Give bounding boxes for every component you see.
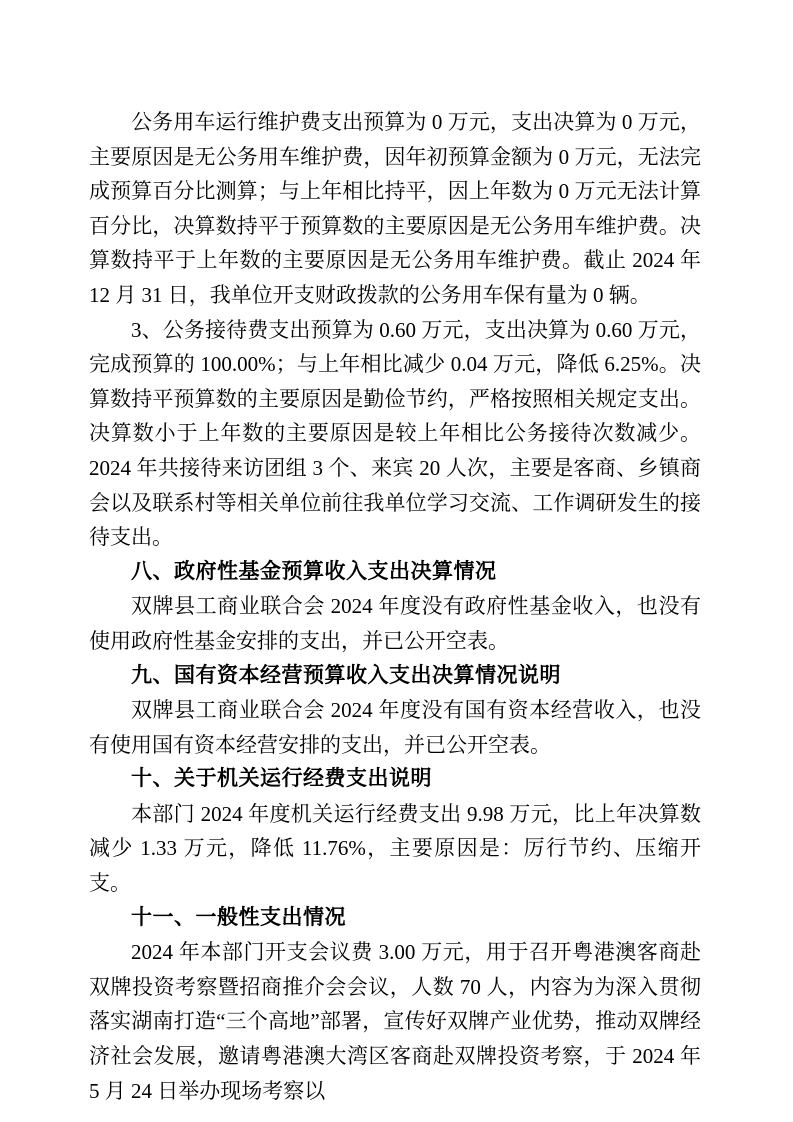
body-paragraph: 2024 年本部门开支会议费 3.00 万元，用于召开粤港澳客商赴双牌投资考察暨招商推介会会议，人数 70 人，内容为为深入贯彻落实湖南打造“三个高地”部署，宣传好双牌产业优势，推动双牌经济社会发展，邀请粤港澳大湾区客商赴双牌投资考察，于 2024 年 5 月 24 日举办现场考察以 bbox=[89, 940, 701, 1103]
section-heading: 十、关于机关运行经费支出说明 bbox=[131, 767, 432, 791]
body-paragraph: 3、公务接待费支出预算为 0.60 万元，支出决算为 0.60 万元，完成预算的 100.00%；与上年相比减少 0.04 万元，降低 6.25%。决算数持平预算数的主要原因是勤俭节约，严格按照相关规定支出。决算数小于上年数的主要原因是较上年相比公务接待次数减少。2024 年共接待来访团组 3 个、来宾 20 人次，主要是客商、乡镇商会以及联系村等相关单位前往我单位学习交流、工作调研发生的接待支出。 bbox=[89, 317, 701, 550]
section-heading: 八、政府性基金预算收入支出决算情况 bbox=[131, 559, 497, 583]
document-content bbox=[89, 105, 701, 1108]
body-paragraph: 本部门 2024 年度机关运行经费支出 9.98 万元，比上年决算数减少 1.33 万元，降低 11.76%，主要原因是：厉行节约、压缩开支。 bbox=[89, 801, 701, 896]
section-heading: 十一、一般性支出情况 bbox=[131, 905, 346, 929]
body-paragraph: 双牌县工商业联合会 2024 年度没有国有资本经营收入，也没有使用国有资本经营安排的支出，并已公开空表。 bbox=[89, 698, 701, 757]
body-paragraph: 公务用车运行维护费支出预算为 0 万元，支出决算为 0 万元，主要原因是无公务用车维护费，因年初预算金额为 0 万元，无法完成预算百分比测算；与上年相比持平，因上年数为 0 万元无法计算百分比，决算数持平于预算数的主要原因是无公务用车维护费。决算数持平于上年数的主要原因是无公务用车维护费。截止 2024 年 12 月 31 日，我单位开支财政拨款的公务用车保有量为 0 辆。 bbox=[89, 110, 701, 307]
body-paragraph: 双牌县工商业联合会 2024 年度没有政府性基金收入，也没有使用政府性基金安排的支出，并已公开空表。 bbox=[89, 594, 701, 653]
section-heading: 九、国有资本经营预算收入支出决算情况说明 bbox=[131, 663, 561, 687]
